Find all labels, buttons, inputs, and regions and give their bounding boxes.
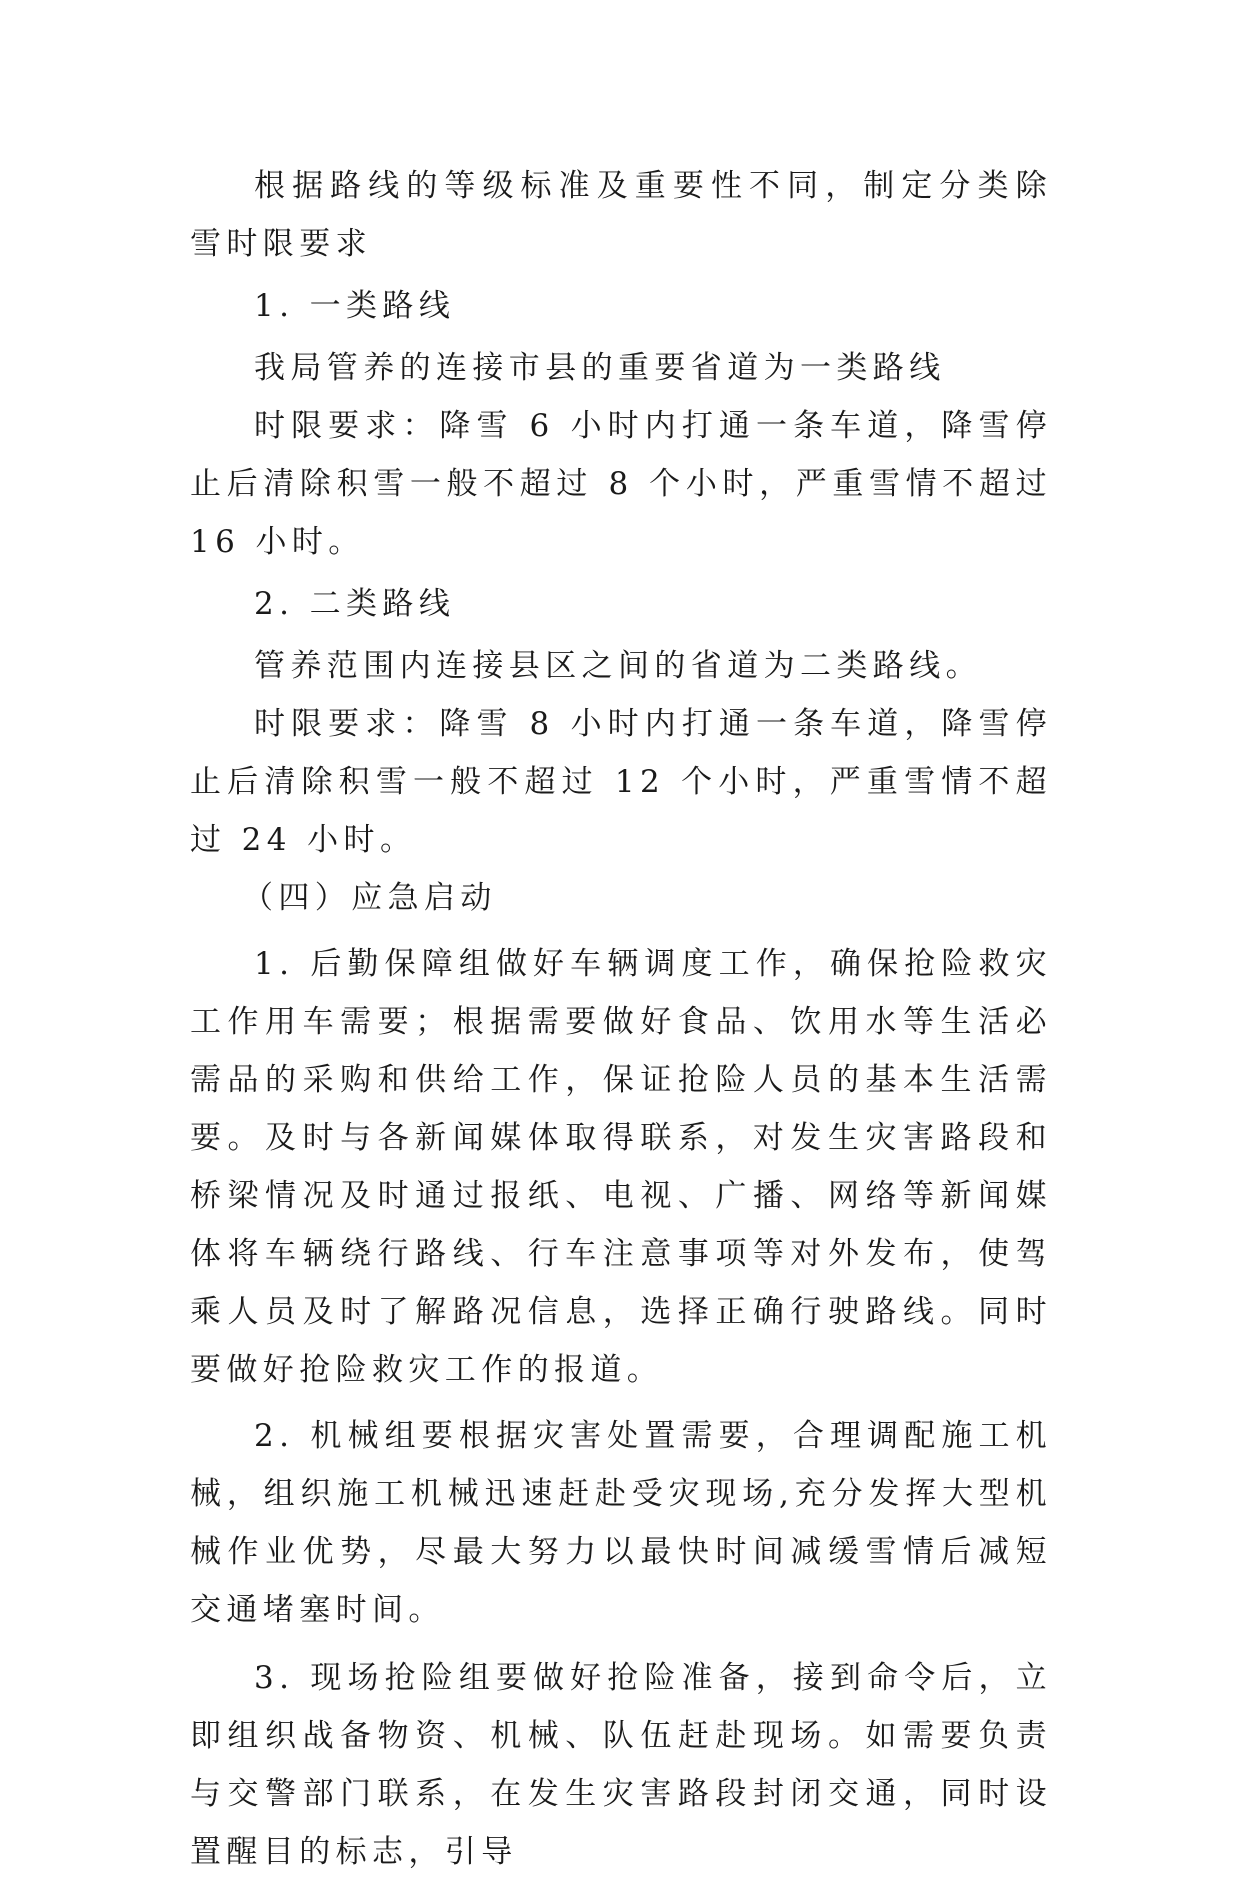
route-class-2-time-limit: 时限要求：降雪 8 小时内打通一条车道，降雪停止后清除积雪一般不超过 12 个小时，严重雪情不超过 24 小时。 xyxy=(190,706,1052,858)
route-class-1-heading: 1. 一类路线 xyxy=(254,288,456,324)
logistics-group-paragraph: 1. 后勤保障组做好车辆调度工作，确保抢险救灾工作用车需要；根据需要做好食品、饮用水等生活必需品的采购和供给工作，保证抢险人员的基本生活需要。及时与各新闻媒体取得联系，对发生灾害路段和桥梁情况及时通过报纸、电视、广播、网络等新闻媒体将车辆绕行路线、行车注意事项等对外发布，使驾乘人员及时了解路况信息，选择正确行驶路线。同时要做好抢险救灾工作的报道。 xyxy=(190,946,1052,1388)
route-class-1-time-limit: 时限要求：降雪 6 小时内打通一条车道，降雪停止后清除积雪一般不超过 8 个小时，严重雪情不超过 16 小时。 xyxy=(190,408,1052,560)
section-heading-emergency-start: （四）应急启动 xyxy=(242,880,497,916)
document-body xyxy=(190,157,1052,1881)
intro-paragraph: 根据路线的等级标准及重要性不同，制定分类除雪时限要求 xyxy=(190,168,1052,262)
route-class-2-heading: 2. 二类路线 xyxy=(254,586,456,622)
route-class-2-definition: 管养范围内连接县区之间的省道为二类路线。 xyxy=(254,648,982,684)
route-class-1-definition: 我局管养的连接市县的重要省道为一类路线 xyxy=(254,350,946,386)
machinery-group-paragraph: 2. 机械组要根据灾害处置需要，合理调配施工机械，组织施工机械迅速赶赴受灾现场,充分发挥大型机械作业优势，尽最大努力以最快时间减缓雪情后减短交通堵塞时间。 xyxy=(190,1418,1052,1628)
rescue-group-paragraph: 3. 现场抢险组要做好抢险准备，接到命令后，立即组织战备物资、机械、队伍赶赴现场。如需要负责与交警部门联系，在发生灾害路段封闭交通，同时设置醒目的标志，引导 xyxy=(190,1660,1052,1870)
